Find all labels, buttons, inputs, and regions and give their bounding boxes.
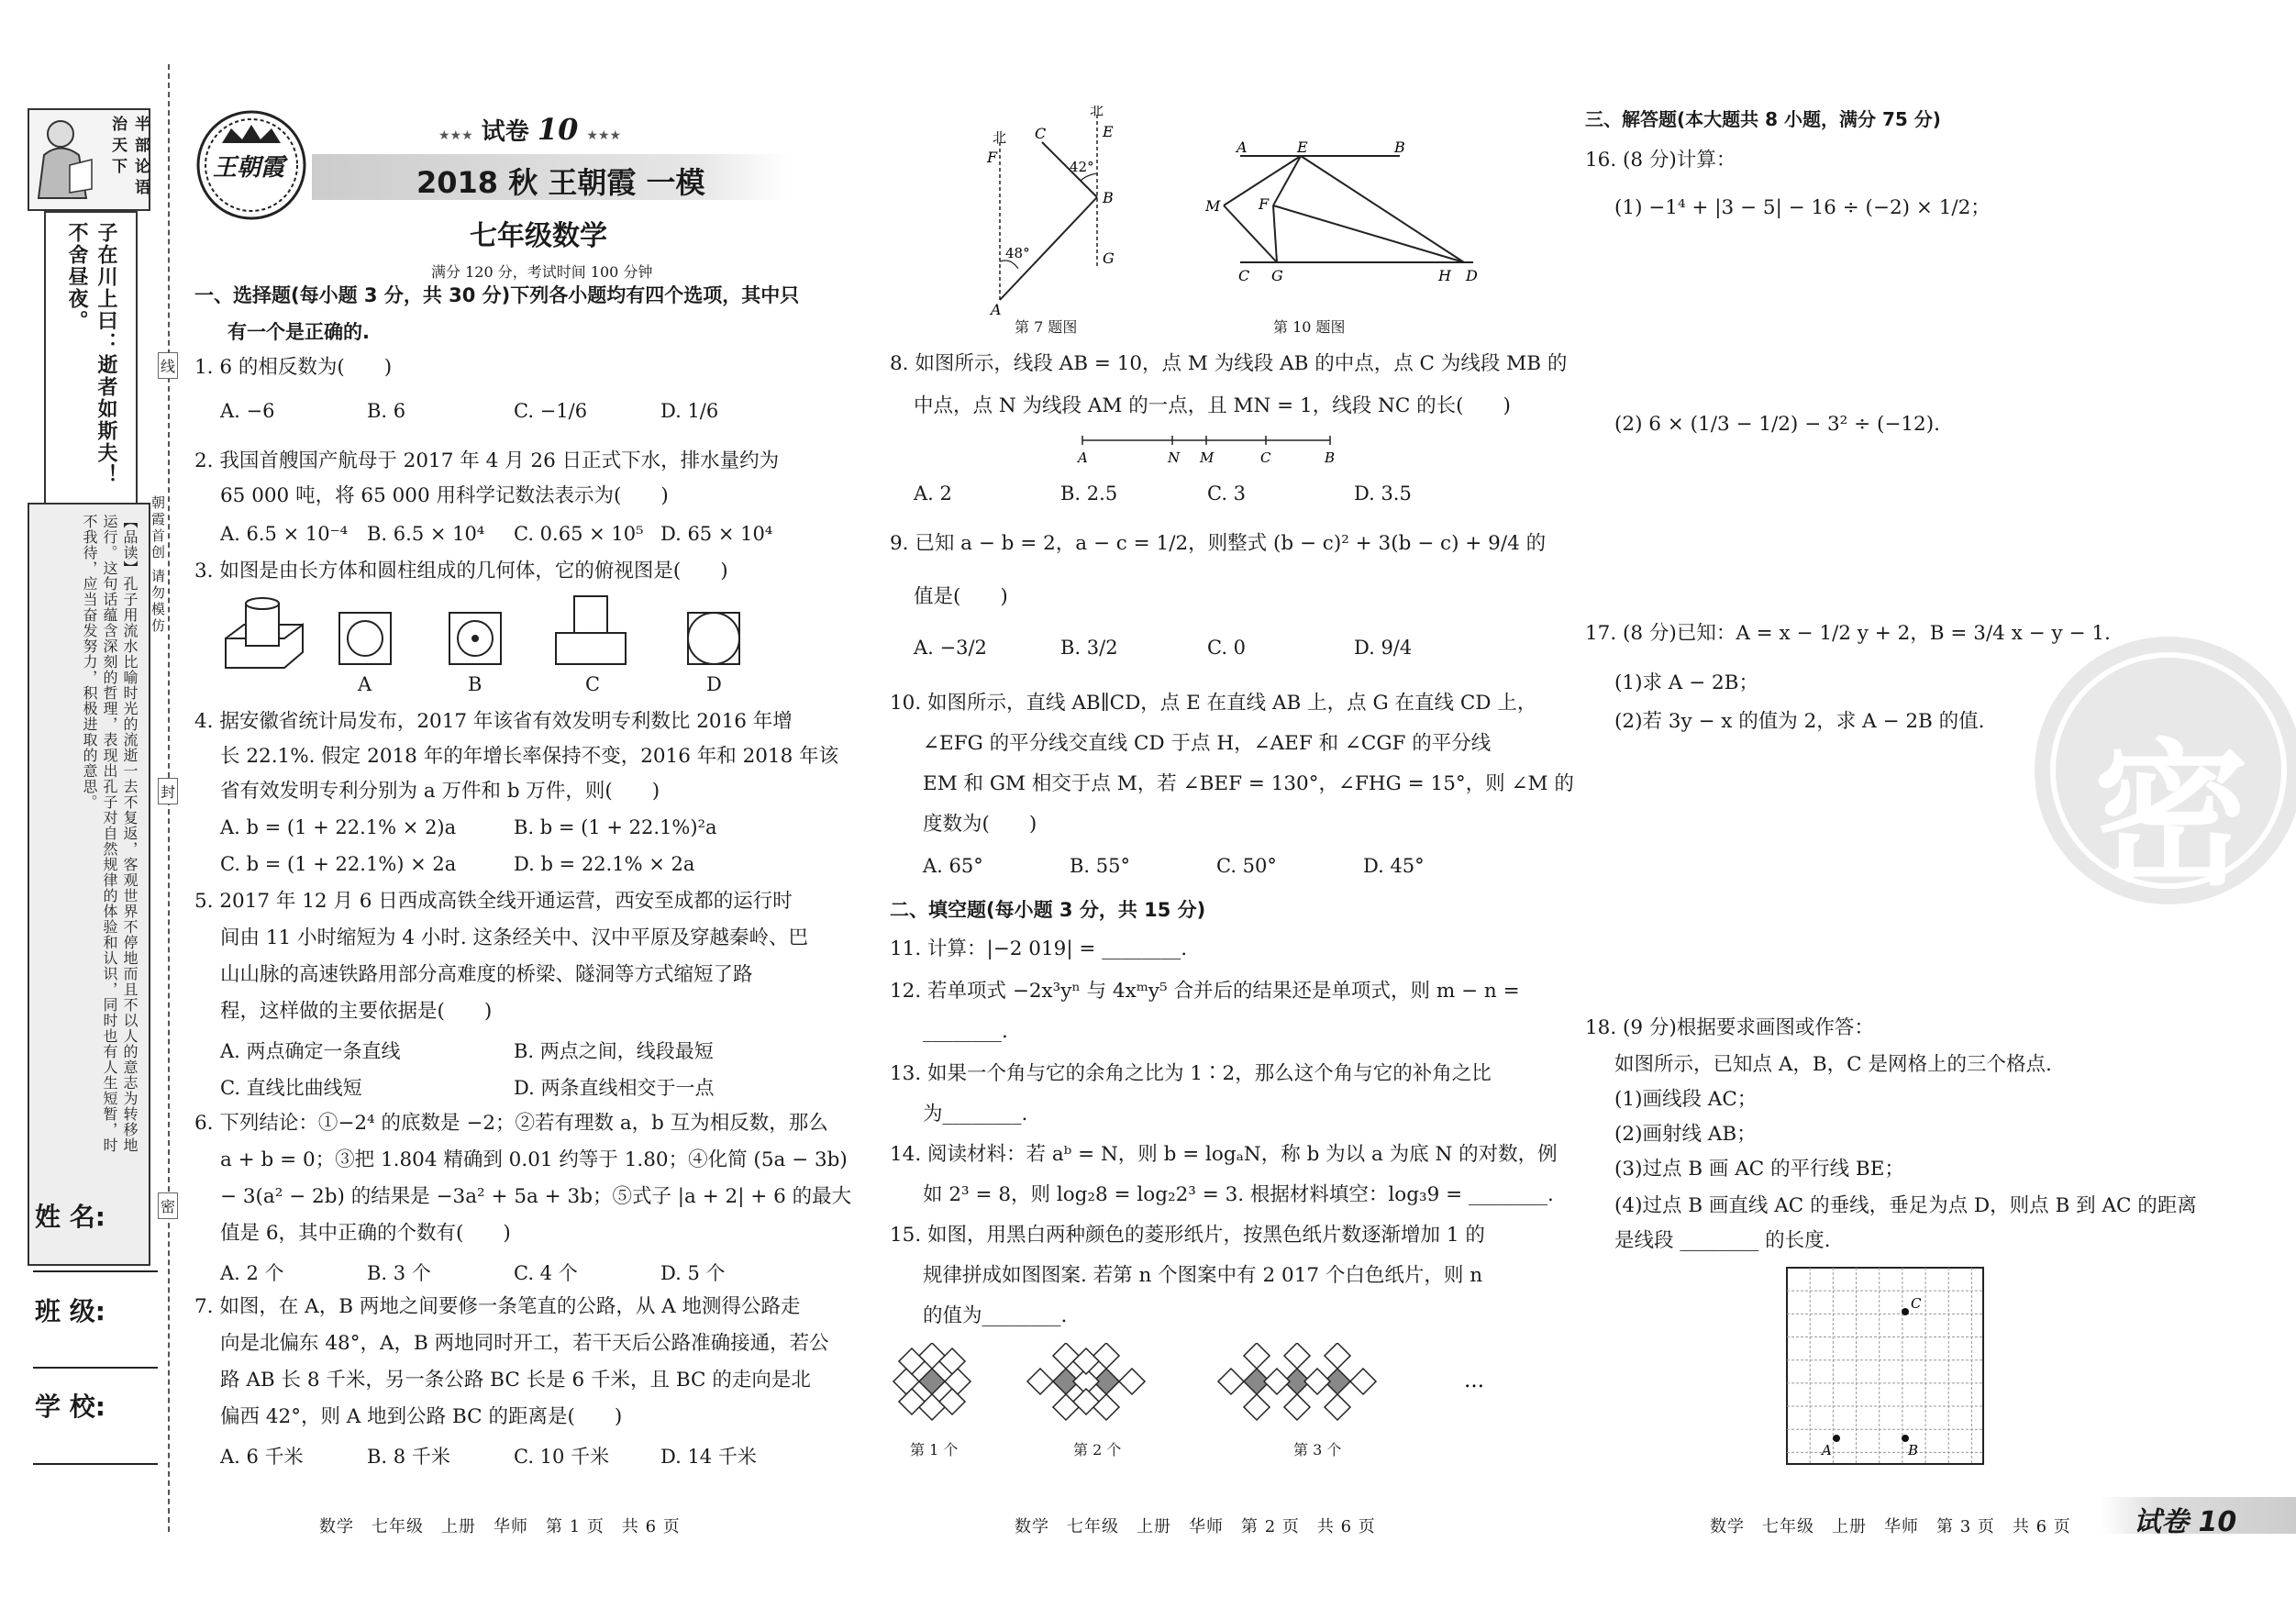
option-a-figure [339,613,391,664]
fig7-label-g: G [1103,250,1115,267]
section2-title: 二、填空题(每小题 3 分，共 15 分) [890,899,1206,921]
q2-option-a[interactable]: A. 6.5 × 10⁻⁴ [220,523,349,545]
seal-mark-3: 密 [158,1192,178,1219]
q4-option-a[interactable]: A. b = (1 + 22.1% × 2)a [220,816,457,838]
option-b-figure [449,613,501,664]
q15-stem-3: 的值为________. [923,1304,1068,1327]
q8-stem-2: 中点，点 N 为线段 AM 的一点，且 MN = 1，线段 NC 的长( ) [914,394,1511,417]
fig10-label-m: M [1205,197,1221,215]
q16-stem: 16. (8 分)计算： [1585,149,1736,172]
pattern-2 [1027,1343,1145,1420]
stars-left: ★★★ [438,128,473,143]
fig7-angle-48: 48° [1005,245,1030,261]
name-label: 姓 名: [35,1202,105,1232]
q10-option-a[interactable]: A. 65° [923,855,983,877]
solid-figure [226,598,303,668]
fig7-label-e: E [1103,123,1114,140]
fig10-label-c: C [1238,267,1250,284]
q9-option-a[interactable]: A. −3/2 [914,637,987,659]
fig7-angle-42: 42° [1070,159,1094,175]
q4-option-b[interactable]: B. b = (1 + 22.1%)²a [514,816,717,838]
reading-text: 【品读】孔子用流水比喻时光的流逝一去不复返，客观世界不停地而且不以人的意志为转移地运行。这句话蕴含深刻的哲理，表现出孔子对自然规律的体验和认识，同时也有人生短暂，时不我待，应当奋发努力，积极进取的意思。 [81,514,139,1153]
fig7-label-a: A [991,301,1002,316]
scholar-illustration [33,114,97,202]
fig10-label-b: B [1394,139,1405,156]
q18-line-1: 如图所示，已知点 A，B，C 是网格上的三个格点. [1614,1053,2052,1076]
q8-label-m: M [1200,449,1215,466]
q17-part-2: (2)若 3y − x 的值为 2，求 A − 2B 的值. [1614,710,1985,733]
q6-option-d[interactable]: D. 5 个 [660,1262,726,1284]
section1-title-2: 有一个是正确的. [227,321,370,343]
point-c [1902,1308,1909,1315]
fig7-label-b: B [1103,189,1114,206]
q3-figures [220,593,771,703]
q18-line-4: (3)过点 B 画 AC 的平行线 BE； [1614,1158,1904,1181]
q12-stem: 12. 若单项式 −2x³yⁿ 与 4xᵐy⁵ 合并后的结果还是单项式，则 m − n = [890,980,1520,1003]
fig10-label-h: H [1438,267,1451,284]
q8-stem: 8. 如图所示，线段 AB = 10，点 M 为线段 AB 的中点，点 C 为线段 MB 的 [890,352,1568,375]
footer-page-3: 数学 七年级 上册 华师 第 3 页 共 6 页 [1710,1517,2071,1536]
q3-label-a[interactable]: A [358,673,372,695]
q18-line-3: (2)画射线 AB； [1614,1123,1757,1146]
quote-line-2: 不舍昼夜。 [65,222,88,332]
q2-option-c[interactable]: C. 0.65 × 10⁵ [514,523,644,545]
point-a [1833,1435,1840,1442]
q9-option-c[interactable]: C. 0 [1207,637,1247,659]
q10-option-b[interactable]: B. 55° [1070,855,1131,877]
section3-title: 三、解答题(本大题共 8 小题，满分 75 分) [1585,108,1941,130]
q3-label-c[interactable]: C [585,673,601,695]
q8-label-b: B [1325,449,1336,466]
q6-stem-4: 值是 6，其中正确的个数有( ) [220,1222,511,1245]
q12-stem-2: ________. [923,1020,1008,1043]
q4-option-c[interactable]: C. b = (1 + 22.1%) × 2a [220,853,457,875]
q7-stem-4: 偏西 42°，则 A 地到公路 BC 的距离是( ) [220,1405,623,1428]
q10-stem-2: ∠EFG 的平分线交直线 CD 于点 H，∠AEF 和 ∠CGF 的平分线 [923,732,1492,755]
watermark-seal-text: 密 [2093,726,2250,907]
fig10-label-a: A [1237,139,1248,156]
q7-option-c[interactable]: C. 10 千米 [514,1446,610,1468]
q14-stem: 14. 阅读材料：若 aᵇ = N，则 b = logₐN，称 b 为以 a 为底 N 的对数，例 [890,1143,1558,1166]
q4-stem-3: 省有效发明专利分别为 a 万件和 b 万件，则( ) [220,780,660,803]
q18-line-5: (4)过点 B 画直线 AC 的垂线，垂足为点 D，则点 B 到 AC 的距离 [1614,1194,2197,1217]
class-label: 班 级: [35,1296,105,1326]
q2-stem: 2. 我国首艘国产航母于 2017 年 4 月 26 日正式下水，排水量约为 [194,449,780,472]
q10-stem-4: 度数为( ) [923,813,1037,836]
q15-caption-1: 第 1 个 [910,1441,959,1458]
q14-stem-2: 如 2³ = 8，则 log₂8 = log₂2³ = 3. 根据材料填空：log₃9 = ________. [923,1183,1554,1206]
q10-option-d[interactable]: D. 45° [1363,855,1425,877]
q3-label-d[interactable]: D [706,673,722,695]
option-c-figure [556,596,626,664]
q15-stem-2: 规律拼成如图图案. 若第 n 个图案中有 2 017 个白色纸片，则 n [923,1264,1483,1287]
side-note: 朝霞首创 请勿模仿 [150,495,166,635]
figure-7-caption: 第 7 题图 [1015,318,1078,336]
q15-pattern [886,1343,1510,1431]
q8-option-d[interactable]: D. 3.5 [1354,482,1412,505]
q10-stem-3: EM 和 GM 相交于点 M，若 ∠BEF = 130°，∠FHG = 15°，则 ∠M 的 [923,772,1574,795]
q4-stem: 4. 据安徽省统计局发布，2017 年该省有效发明专利数比 2016 年增 [194,710,793,733]
q2-stem-2: 65 000 吨，将 65 000 用科学记数法表示为( ) [220,484,669,507]
quote-line-1: 子在川上曰：逝者如斯夫！ [94,222,117,486]
q5-options [220,1037,771,1110]
q2-option-b[interactable]: B. 6.5 × 10⁴ [367,523,485,545]
fig10-label-d: D [1466,267,1478,284]
q4-options [220,816,771,890]
q4-stem-2: 长 22.1%. 假定 2018 年的年增长率保持不变，2016 年和 2018 年该 [220,745,839,768]
q2-option-d[interactable]: D. 65 × 10⁴ [660,523,773,545]
q8-option-a[interactable]: A. 2 [914,482,952,505]
q18-label-b: B [1908,1442,1919,1458]
q8-label-n: N [1168,449,1181,466]
fig7-north-a: 北 [993,129,1007,146]
q5-stem: 5. 2017 年 12 月 6 日西成高铁全线开通运营，西安至成都的运行时 [194,890,793,913]
class-field[interactable] [33,1367,158,1369]
q5-stem-2: 间由 11 小时缩短为 4 小时. 这条经关中、汉中平原及穿越秦岭、巴 [220,926,809,949]
q18-stem: 18. (9 分)根据要求画图或作答： [1585,1016,1874,1039]
fig10-label-g: G [1271,267,1283,284]
q7-stem-2: 向是北偏东 48°，A，B 两地同时开工，若干天后公路准确接通，若公 [220,1332,829,1355]
q5-option-d[interactable]: D. 两条直线相交于一点 [514,1077,715,1099]
q13-stem: 13. 如果一个角与它的余角之比为 1∶2，那么这个角与它的补角之比 [890,1062,1492,1085]
q10-stem: 10. 如图所示，直线 AB∥CD，点 E 在直线 AB 上，点 G 在直线 CD 上， [890,692,1537,715]
exam-info: 满分 120 分，考试时间 100 分钟 [431,263,653,281]
q8-option-c[interactable]: C. 3 [1207,482,1247,505]
q16-part-2: (2) 6 × (1/3 − 1/2) − 3² ÷ (−12). [1614,413,1940,436]
corner-tag: 试卷 10 [2134,1506,2237,1538]
q18-line-6: 是线段 ________ 的长度. [1614,1229,1831,1252]
stars-right: ★★★ [586,128,622,143]
sidebar-top-text: 半部论语治天下 [108,116,150,200]
subject-title: 七年级数学 [470,220,607,252]
q18-grid[interactable] [1785,1266,1987,1468]
footer-page-1: 数学 七年级 上册 华师 第 1 页 共 6 页 [319,1517,681,1536]
figure-7 [972,105,1147,316]
q17-part-1: (1)求 A − 2B； [1614,671,1758,694]
paper-tag-label: 试卷 [481,118,529,146]
section1-title: 一、选择题(每小题 3 分，共 30 分)下列各小题均有四个选项，其中只 [194,284,800,306]
q7-stem: 7. 如图，在 A，B 两地之间要修一条笔直的公路，从 A 地测得公路走 [194,1295,801,1318]
q7-option-d[interactable]: D. 14 千米 [660,1446,757,1468]
q8-segment [1073,431,1339,468]
paper-tag-number: 10 [537,112,579,147]
q5-option-a[interactable]: A. 两点确定一条直线 [220,1040,401,1062]
fig7-label-f: F [987,149,998,166]
q4-option-d[interactable]: D. b = 22.1% × 2a [514,853,695,875]
exam-title: 2018 秋 王朝霞 一模 [416,165,705,200]
fig10-label-e: E [1297,139,1308,156]
q6-stem-2: a + b = 0；③把 1.804 精确到 0.01 约等于 1.80；④化简 (5a − 3b) [220,1148,848,1171]
q7-option-a[interactable]: A. 6 千米 [220,1446,304,1468]
q1-option-d[interactable]: D. 1/6 [660,400,719,422]
q9-stem-2: 值是( ) [914,585,1008,608]
q1-option-c[interactable]: C. −1/6 [514,400,588,422]
school-label: 学 校: [35,1392,105,1422]
fig7-north-b: 北 [1090,105,1104,118]
paper-tag [438,112,621,147]
figure-10-caption: 第 10 题图 [1273,318,1346,336]
pattern-3 [1218,1343,1376,1420]
q5-stem-3: 山山脉的高速铁路用部分高难度的桥梁、隧洞等方式缩短了路 [220,963,753,986]
q5-option-c[interactable]: C. 直线比曲线短 [220,1077,362,1099]
seal-mark-2: 封 [158,778,178,804]
q9-option-b[interactable]: B. 3/2 [1060,637,1118,659]
q15-ellipsis: … [1464,1370,1484,1392]
seal-mark-1: 线 [158,352,178,379]
q6-stem-3: − 3(a² − 2b) 的结果是 −3a² + 5a + 3b；⑤式子 |a + 2| + 6 的最大 [220,1185,852,1208]
q6-option-b[interactable]: B. 3 个 [367,1262,431,1284]
q1-stem: 1. 6 的相反数为( ) [194,356,393,379]
q6-option-c[interactable]: C. 4 个 [514,1262,578,1284]
q8-label-a: A [1078,449,1088,466]
q16-part-1: (1) −1⁴ + |3 − 5| − 16 ÷ (−2) × 1/2； [1614,196,1991,219]
name-field[interactable] [33,1270,158,1272]
q15-stem: 15. 如图，用黑白两种颜色的菱形纸片，按黑色纸片数逐渐增加 1 的 [890,1224,1485,1247]
q3-stem: 3. 如图是由长方体和圆柱组成的几何体，它的俯视图是( ) [194,560,728,582]
fig7-label-c: C [1035,125,1047,142]
q18-label-a: A [1822,1442,1832,1458]
q3-label-b[interactable]: B [468,673,482,695]
point-b [1902,1435,1909,1442]
figure-10 [1198,138,1492,284]
q18-line-2: (1)画线段 AC； [1614,1088,1758,1111]
q15-caption-2: 第 2 个 [1073,1441,1122,1458]
q10-option-c[interactable]: C. 50° [1216,855,1277,877]
q17-stem: 17. (8 分)已知：A = x − 1/2 y + 2，B = 3/4 x − y − 1. [1585,622,2111,645]
footer-page-2: 数学 七年级 上册 华师 第 2 页 共 6 页 [1015,1517,1376,1536]
school-field[interactable] [33,1463,158,1465]
q15-caption-3: 第 3 个 [1293,1441,1342,1458]
option-d-figure [688,613,739,664]
q9-stem: 9. 已知 a − b = 2，a − c = 1/2，则整式 (b − c)² + 3(b − c) + 9/4 的 [890,532,1547,555]
q8-label-c: C [1260,449,1271,466]
q1-option-a[interactable]: A. −6 [220,400,275,422]
q8-option-b[interactable]: B. 2.5 [1060,482,1118,505]
q13-stem-2: 为________. [923,1103,1028,1126]
q11-stem: 11. 计算：|−2 019| = ________. [890,937,1188,960]
q9-option-d[interactable]: D. 9/4 [1354,637,1413,659]
q18-label-c: C [1911,1295,1922,1312]
fig10-label-f: F [1259,195,1270,213]
q7-option-b[interactable]: B. 8 千米 [367,1446,450,1468]
q1-option-b[interactable]: B. 6 [367,400,406,422]
q5-option-b[interactable]: B. 两点之间，线段最短 [514,1040,714,1062]
pattern-1 [893,1343,971,1420]
q5-stem-4: 程，这样做的主要依据是( ) [220,1000,493,1023]
q6-stem: 6. 下列结论：①−2⁴ 的底数是 −2；②若有理数 a，b 互为相反数，那么 [194,1112,828,1135]
q6-option-a[interactable]: A. 2 个 [220,1262,284,1284]
q7-stem-3: 路 AB 长 8 千米，另一条公路 BC 长是 6 千米，且 BC 的走向是北 [220,1369,811,1392]
logo-text: 王朝霞 [213,154,285,182]
